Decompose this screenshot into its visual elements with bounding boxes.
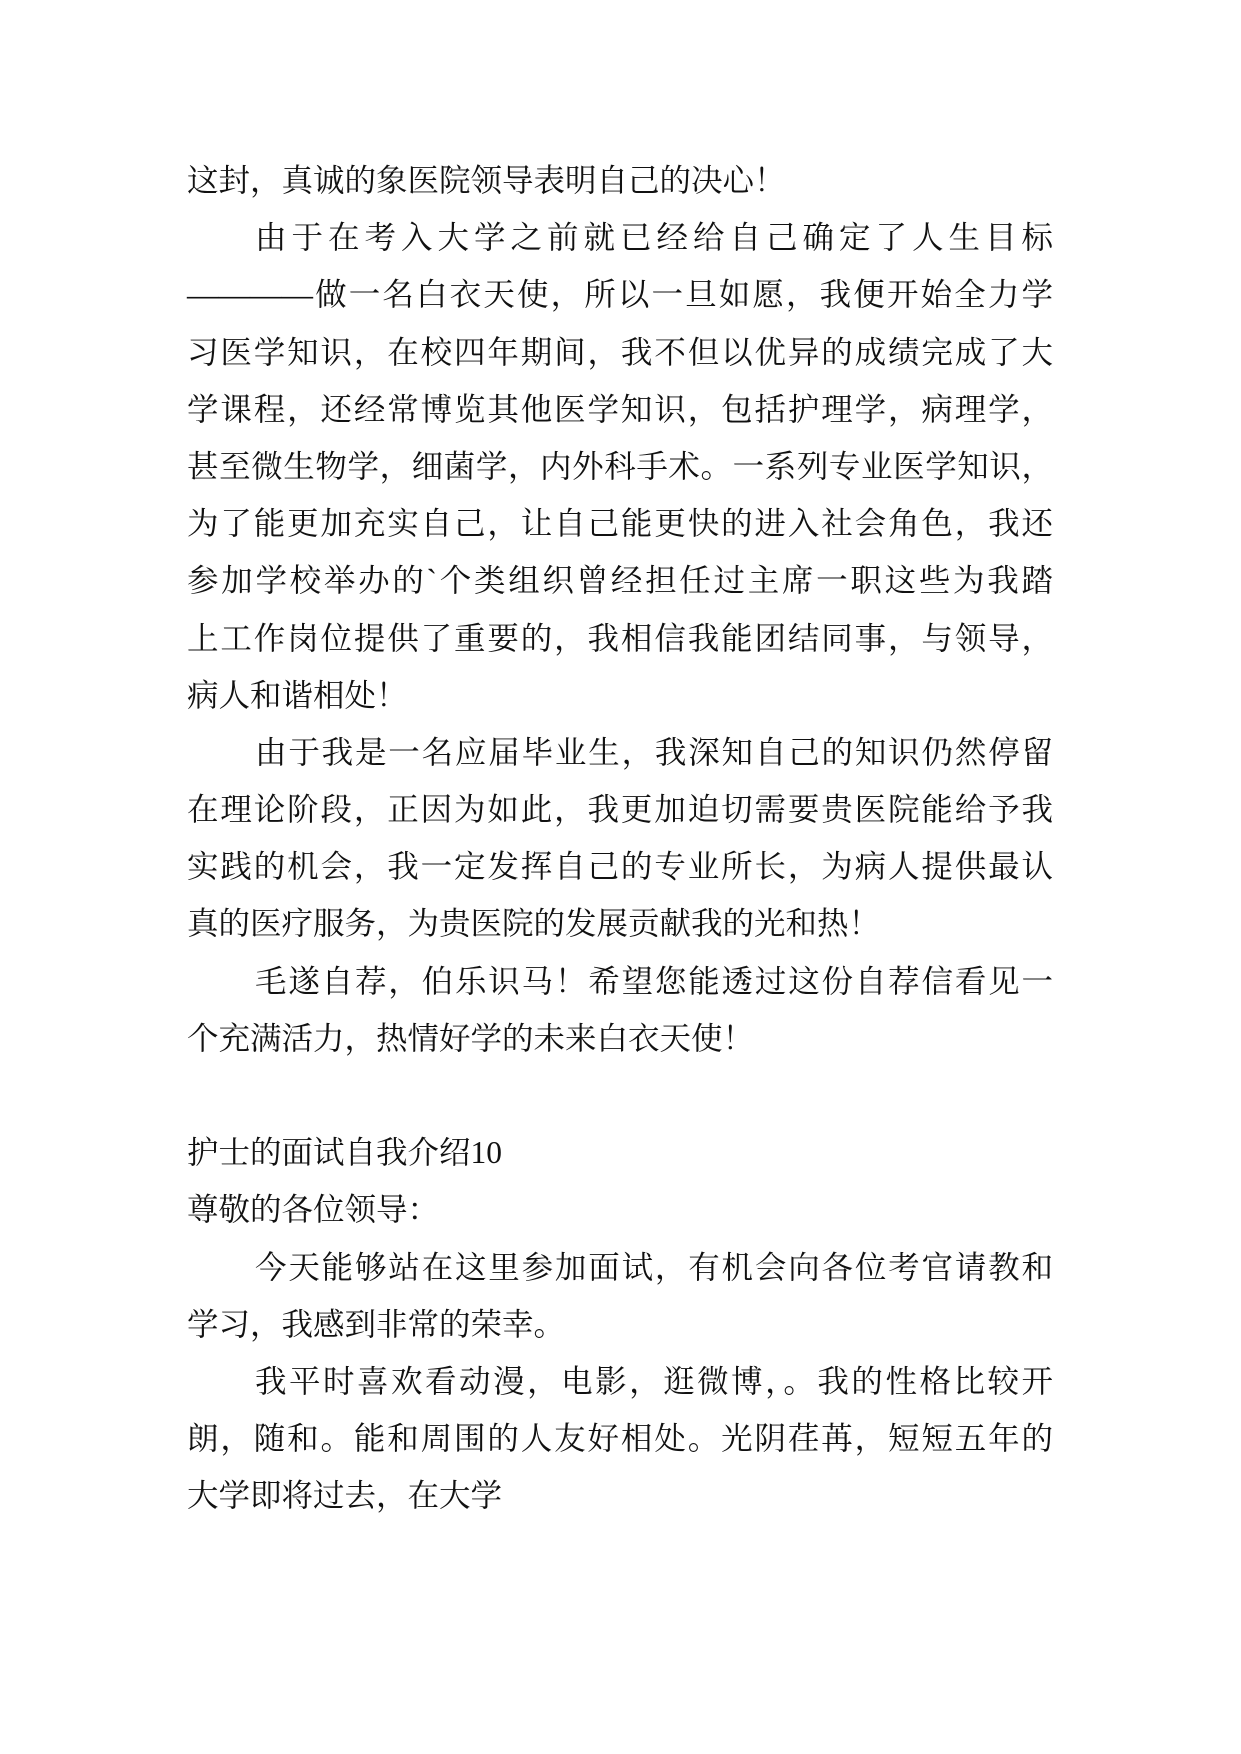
- paragraph-line: 实践的机会，我一定发挥自己的专业所长，为病人提供最认: [187, 849, 1053, 885]
- salutation: 尊敬的各位领导：: [187, 1192, 440, 1228]
- paragraph-line: 毛遂自荐，伯乐识马！希望您能透过这份自荐信看见一: [255, 963, 1053, 999]
- paragraph-line: 我平时喜欢看动漫，电影，逛微博，。我的性格比较开: [255, 1363, 1053, 1399]
- paragraph-line: 这封，真诚的象医院领导表明自己的决心！: [187, 163, 786, 198]
- page-body: [187, 152, 1053, 1525]
- body-paragraph: [187, 1353, 1053, 1525]
- body-paragraph: [187, 209, 1053, 724]
- paragraph-line: 学习，我感到非常的荣幸。: [187, 1306, 566, 1342]
- paragraph-line: 上工作岗位提供了重要的，我相信我能团结同事，与领导，: [187, 620, 1053, 656]
- paragraph-line: 学课程，还经常博览其他医学知识，包括护理学，病理学，: [187, 391, 1053, 427]
- body-paragraph: [187, 724, 1053, 953]
- paragraph-line: 习医学知识，在校四年期间，我不但以优异的成绩完成了大: [187, 334, 1053, 370]
- body-paragraph: [187, 152, 1053, 209]
- paragraph-line: 在理论阶段，正因为如此，我更加迫切需要贵医院能给予我: [187, 792, 1053, 828]
- paragraph-line: 真的医疗服务，为贵医院的发展贡献我的光和热！: [187, 906, 881, 942]
- paragraph-line: 个充满活力，热情好学的未来白衣天使！: [187, 1020, 755, 1056]
- paragraph-line: 甚至微生物学，细菌学，内外科手术。一系列专业医学知识，: [187, 448, 1053, 484]
- paragraph-line: 为了能更加充实自己，让自己能更快的进入社会角色，我还: [187, 506, 1053, 542]
- paragraph-line: 由于在考入大学之前就已经给自己确定了人生目标: [255, 220, 1053, 256]
- paragraph-line: 大学即将过去，在大学: [187, 1478, 503, 1514]
- section-heading: 护士的面试自我介绍10: [187, 1135, 503, 1171]
- paragraph-line: 参加学校举办的`个类组织曾经担任过主席一职这些为我踏: [187, 563, 1053, 599]
- paragraph-line: 由于我是一名应届毕业生，我深知自己的知识仍然停留: [255, 734, 1053, 770]
- paragraph-line: 病人和谐相处！: [187, 677, 408, 713]
- blank-line: [187, 1067, 1053, 1124]
- body-paragraph: [187, 1239, 1053, 1353]
- paragraph-line: 朗，随和。能和周围的人友好相处。光阴荏苒，短短五年的: [187, 1421, 1053, 1457]
- paragraph-line: 今天能够站在这里参加面试，有机会向各位考官请教和: [255, 1249, 1053, 1285]
- paragraph-line: ————做一名白衣天使，所以一旦如愿，我便开始全力学: [187, 277, 1053, 313]
- body-paragraph: [187, 953, 1053, 1067]
